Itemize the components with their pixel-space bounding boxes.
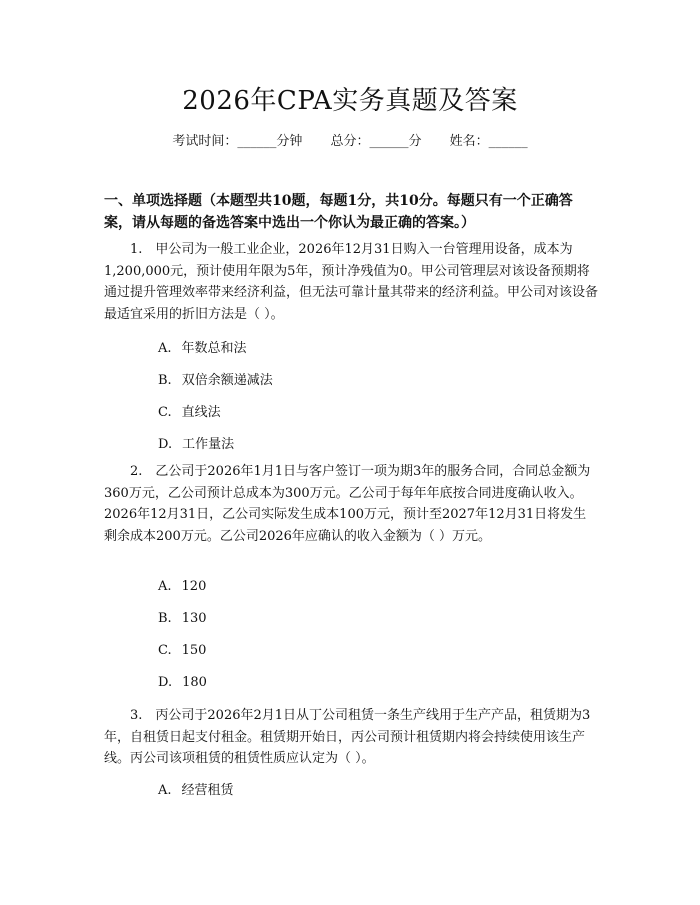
total-score-label: 总分：______分 <box>330 134 422 149</box>
option-letter: B. <box>158 373 172 388</box>
question-2-text: 2. 乙公司于2026年1月1日与客户签订一项为期3年的服务合同，合同总金额为360万元，乙公司预计总成本为300万元。乙公司于每年年底按合同进度确认收入。2026年12月31日，乙公司实际发生成本100万元，预计至2027年12月31日将发生剩余成本200万元。乙公司2026年应确认的收入金额为（ ）万元。 <box>104 464 591 544</box>
option-letter: C. <box>158 643 172 658</box>
option-letter: D. <box>158 437 173 452</box>
question-2-option-a <box>158 579 206 594</box>
exam-info-line <box>0 130 700 149</box>
option-letter: B. <box>158 611 172 626</box>
question-1-text: 1. 甲公司为一般工业企业，2026年12月31日购入一台管理用设备，成本为1,200,000元，预计使用年限为5年，预计净残值为0。甲公司管理层对该设备预期将通过提升管理效率带来经济利益，但无法可靠计量其带来的经济利益。甲公司对该设备最适宜采用的折旧方法是（ ）。 <box>104 242 599 322</box>
option-text: 双倍余额递减法 <box>181 373 273 388</box>
option-text: 经营租赁 <box>181 783 234 798</box>
exam-time-label: 考试时间：______分钟 <box>172 134 303 149</box>
question-1-option-b <box>158 369 273 388</box>
question-2-option-c <box>158 643 206 658</box>
question-3-option-a <box>158 779 234 798</box>
question-3-text: 3. 丙公司于2026年2月1日从丁公司租赁一条生产线用于生产产品，租赁期为3年，自租赁日起支付租金。租赁期开始日，丙公司预计租赁期内将会持续使用该生产线。丙公司该项租赁的租赁性质应认定为（ ）。 <box>104 708 591 766</box>
option-letter: C. <box>158 405 172 420</box>
option-letter: A. <box>158 341 172 356</box>
option-letter: D. <box>158 675 173 690</box>
option-letter: A. <box>158 579 172 594</box>
option-text: 150 <box>181 643 207 658</box>
question-2-option-b <box>158 611 207 626</box>
question-2-option-d <box>158 675 207 690</box>
page-title: 2026年CPA实务真题及答案 <box>182 86 518 116</box>
option-text: 工作量法 <box>182 437 235 452</box>
option-text: 年数总和法 <box>181 341 247 356</box>
name-label: 姓名：______ <box>449 134 528 149</box>
option-text: 180 <box>182 675 207 690</box>
option-text: 130 <box>181 611 207 626</box>
question-1-option-d <box>158 433 234 452</box>
question-1-option-c <box>158 401 221 420</box>
option-letter: A. <box>158 783 172 798</box>
question-1-option-a <box>158 337 247 356</box>
option-text: 120 <box>181 579 207 594</box>
option-text: 直线法 <box>181 405 221 420</box>
section-heading: 一、单项选择题（本题型共10题，每题1分，共10分。每题只有一个正确答案，请从每题的备选答案中选出一个你认为最正确的答案。） <box>104 193 573 231</box>
